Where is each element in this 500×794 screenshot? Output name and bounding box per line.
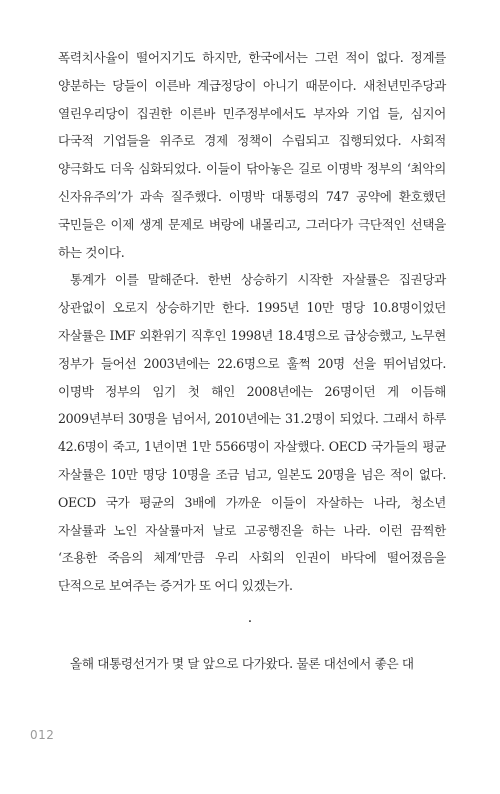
paragraph-3: 올해 대통령선거가 몇 달 앞으로 다가왔다. 물론 대선에서 좋은 대 <box>70 656 414 671</box>
main-text <box>58 44 446 600</box>
continuation-text <box>58 650 446 678</box>
paragraph-2: 통계가 이를 말해준다. 한번 상승하기 시작한 자살률은 집권당과 상관없이 오로지 상승하기만 한다. 1995년 10만 명당 10.8명이었던 자살률은 IMF 외환위기 직후인 1998년 18.4명으로 급상승했고, 노무현 정부가 들어선 2003년에는 22.6명으로 훌쩍 20명 선을 뛰어넘었다. 이명박 정부의 임기 첫 해인 2008년에는 26명이던 게 이듬해 2009년부터 30명을 넘어서, 2010년에는 31.2명이 되었다. 그래서 하루 42.6명이 죽고, 1년이면 1만 5566명이 자살했다. OECD 국가들의 평균 자살률은 10만 명당 10명을 조금 넘고, 일본도 20명을 넘은 적이 없다. OECD 국가 평균의 3배에 가까운 이들이 자살하는 나라, 청소년 자살률과 노인 자살률마저 날로 고공행진을 하는 나라. 이런 끔찍한 ‘조용한 죽음의 체계’만큼 우리 사회의 인권이 바닥에 떨어졌음을 단적으로 보여주는 증거가 또 어디 있겠는가. <box>58 272 446 594</box>
page-number: 012 <box>30 728 55 742</box>
section-break-dot: · <box>247 614 253 630</box>
paragraph-1: 폭력치사율이 떨어지기도 하지만, 한국에서는 그런 적이 없다. 정계를 양분하는 당들이 이른바 계급정당이 아니기 때문이다. 새천년민주당과 열린우리당이 집권한 이른바 민주정부에서도 부자와 기업 들, 심지어 다국적 기업들을 위주로 경제 정책이 수립되고 집행되었다. 사회적 양극화도 더욱 심화되었다. 이들이 닦아놓은 길로 이명박 정부의 ‘최악의 신자유주의’가 과속 질주했다. 이명박 대통령의 747 공약에 환호했던 국민들은 이제 생계 문제로 벼랑에 내몰리고, 그러다가 극단적인 선택을 하는 것이다. <box>58 50 446 260</box>
